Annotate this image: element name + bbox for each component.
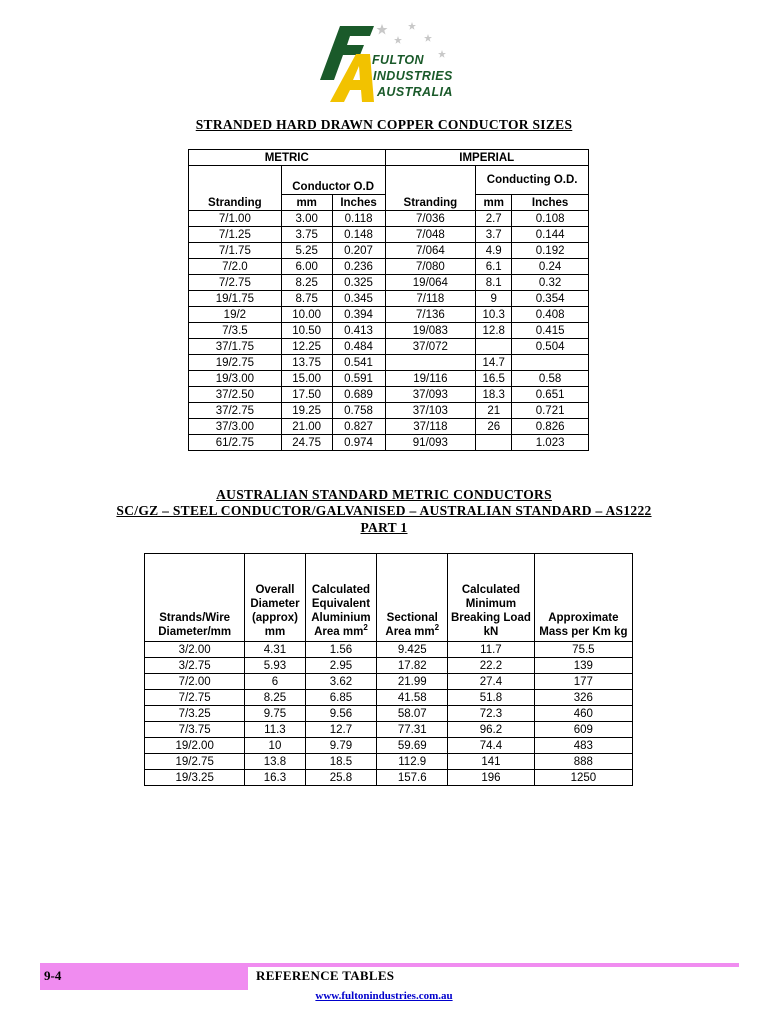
copper-cell: 0.345 bbox=[332, 291, 385, 307]
copper-cell: 8.1 bbox=[476, 275, 512, 291]
steel-row bbox=[145, 770, 633, 786]
copper-cell: 19/1.75 bbox=[189, 291, 282, 307]
copper-cell: 13.75 bbox=[281, 355, 332, 371]
copper-cell: 0.32 bbox=[512, 275, 589, 291]
copper-cell: 0.24 bbox=[512, 259, 589, 275]
steel-conductor-heading: SC/GZ – STEEL CONDUCTOR/GALVANISED – AUSTRALIAN STANDARD – AS1222 bbox=[116, 503, 652, 518]
metric-mm-header: mm bbox=[281, 195, 332, 211]
steel-cell: 196 bbox=[448, 770, 535, 786]
steel-cell: 11.3 bbox=[245, 722, 305, 738]
steel-cell: 41.58 bbox=[377, 690, 448, 706]
steel-cell: 74.4 bbox=[448, 738, 535, 754]
mass-per-km-header: Approximate Mass per Km kg bbox=[534, 554, 632, 642]
equivalent-area-label: Calculated Equivalent Aluminium Area mm bbox=[311, 584, 371, 638]
steel-cell: 460 bbox=[534, 706, 632, 722]
copper-row bbox=[189, 307, 589, 323]
copper-cell: 7/064 bbox=[385, 243, 476, 259]
copper-cell: 18.3 bbox=[476, 387, 512, 403]
steel-cell: 77.31 bbox=[377, 722, 448, 738]
steel-conductor-table bbox=[144, 553, 633, 786]
sectional-area-superscript: 2 bbox=[434, 623, 440, 633]
steel-cell: 58.07 bbox=[377, 706, 448, 722]
steel-cell: 8.25 bbox=[245, 690, 305, 706]
copper-cell: 7/1.00 bbox=[189, 211, 282, 227]
strands-wire-header: Strands/Wire Diameter/mm bbox=[145, 554, 245, 642]
steel-cell: 19/2.75 bbox=[145, 754, 245, 770]
steel-row bbox=[145, 658, 633, 674]
steel-cell: 59.69 bbox=[377, 738, 448, 754]
copper-cell: 37/118 bbox=[385, 419, 476, 435]
copper-row bbox=[189, 355, 589, 371]
copper-cell: 16.5 bbox=[476, 371, 512, 387]
metric-group-header: METRIC bbox=[189, 150, 386, 166]
copper-cell: 0.591 bbox=[332, 371, 385, 387]
metric-conductors-heading: AUSTRALIAN STANDARD METRIC CONDUCTORS bbox=[216, 487, 552, 502]
steel-cell: 21.99 bbox=[377, 674, 448, 690]
copper-cell bbox=[385, 355, 476, 371]
footer-website-link[interactable]: www.fultonindustries.com.au bbox=[315, 990, 453, 1002]
copper-cell: 0.826 bbox=[512, 419, 589, 435]
copper-cell: 0.721 bbox=[512, 403, 589, 419]
copper-row bbox=[189, 435, 589, 451]
steel-cell: 75.5 bbox=[534, 642, 632, 658]
equivalent-area-header bbox=[305, 554, 377, 642]
copper-row bbox=[189, 371, 589, 387]
copper-cell: 21 bbox=[476, 403, 512, 419]
copper-row bbox=[189, 243, 589, 259]
logo-line-3: AUSTRALIA bbox=[377, 85, 453, 99]
copper-cell: 4.9 bbox=[476, 243, 512, 259]
copper-cell: 0.827 bbox=[332, 419, 385, 435]
steel-row bbox=[145, 642, 633, 658]
imperial-od-header: Conducting O.D. bbox=[476, 166, 589, 195]
sectional-area-header bbox=[377, 554, 448, 642]
copper-cell bbox=[476, 339, 512, 355]
logo-line-2: INDUSTRIES bbox=[373, 69, 453, 83]
footer-title: REFERENCE TABLES bbox=[256, 968, 395, 983]
copper-cell: 7/048 bbox=[385, 227, 476, 243]
steel-cell: 888 bbox=[534, 754, 632, 770]
steel-cell: 3/2.75 bbox=[145, 658, 245, 674]
copper-row bbox=[189, 339, 589, 355]
steel-cell: 177 bbox=[534, 674, 632, 690]
steel-cell: 1.56 bbox=[305, 642, 377, 658]
copper-cell: 7/136 bbox=[385, 307, 476, 323]
steel-cell: 7/3.75 bbox=[145, 722, 245, 738]
copper-cell: 10.3 bbox=[476, 307, 512, 323]
steel-cell: 11.7 bbox=[448, 642, 535, 658]
steel-cell: 5.93 bbox=[245, 658, 305, 674]
copper-cell: 37/093 bbox=[385, 387, 476, 403]
copper-cell: 15.00 bbox=[281, 371, 332, 387]
steel-cell: 19/3.25 bbox=[145, 770, 245, 786]
imperial-group-header: IMPERIAL bbox=[385, 150, 589, 166]
copper-cell bbox=[476, 435, 512, 451]
steel-cell: 96.2 bbox=[448, 722, 535, 738]
copper-cell: 8.25 bbox=[281, 275, 332, 291]
steel-cell: 3.62 bbox=[305, 674, 377, 690]
copper-cell: 19/064 bbox=[385, 275, 476, 291]
copper-cell: 0.974 bbox=[332, 435, 385, 451]
steel-cell: 2.95 bbox=[305, 658, 377, 674]
steel-cell: 9.75 bbox=[245, 706, 305, 722]
copper-cell: 0.394 bbox=[332, 307, 385, 323]
steel-cell: 9.79 bbox=[305, 738, 377, 754]
copper-cell: 37/103 bbox=[385, 403, 476, 419]
copper-row bbox=[189, 211, 589, 227]
equivalent-area-superscript: 2 bbox=[363, 623, 368, 633]
copper-cell: 9 bbox=[476, 291, 512, 307]
copper-cell: 3.7 bbox=[476, 227, 512, 243]
copper-cell: 21.00 bbox=[281, 419, 332, 435]
imperial-mm-header: mm bbox=[476, 195, 512, 211]
copper-cell: 6.00 bbox=[281, 259, 332, 275]
steel-cell: 609 bbox=[534, 722, 632, 738]
steel-cell: 3/2.00 bbox=[145, 642, 245, 658]
steel-row bbox=[145, 690, 633, 706]
copper-cell: 2.7 bbox=[476, 211, 512, 227]
copper-row bbox=[189, 275, 589, 291]
steel-row bbox=[145, 738, 633, 754]
steel-cell: 19/2.00 bbox=[145, 738, 245, 754]
copper-cell: 37/3.00 bbox=[189, 419, 282, 435]
logo-company-name bbox=[372, 52, 453, 100]
copper-cell: 19/2.75 bbox=[189, 355, 282, 371]
copper-cell: 19/116 bbox=[385, 371, 476, 387]
copper-row bbox=[189, 291, 589, 307]
copper-cell: 24.75 bbox=[281, 435, 332, 451]
copper-cell: 37/1.75 bbox=[189, 339, 282, 355]
copper-table-body bbox=[189, 211, 589, 451]
steel-cell: 483 bbox=[534, 738, 632, 754]
copper-cell: 0.541 bbox=[332, 355, 385, 371]
steel-cell: 141 bbox=[448, 754, 535, 770]
copper-cell: 0.408 bbox=[512, 307, 589, 323]
steel-cell: 9.425 bbox=[377, 642, 448, 658]
footer-page-tab bbox=[40, 966, 248, 990]
copper-cell: 0.148 bbox=[332, 227, 385, 243]
copper-cell: 0.504 bbox=[512, 339, 589, 355]
copper-row bbox=[189, 403, 589, 419]
copper-cell: 1.023 bbox=[512, 435, 589, 451]
copper-conductor-table bbox=[188, 149, 589, 451]
steel-cell: 72.3 bbox=[448, 706, 535, 722]
copper-cell: 0.118 bbox=[332, 211, 385, 227]
steel-cell: 22.2 bbox=[448, 658, 535, 674]
steel-cell: 326 bbox=[534, 690, 632, 706]
copper-cell: 10.50 bbox=[281, 323, 332, 339]
steel-cell: 16.3 bbox=[245, 770, 305, 786]
steel-cell: 4.31 bbox=[245, 642, 305, 658]
part-heading: PART 1 bbox=[360, 520, 408, 535]
copper-cell: 19/2 bbox=[189, 307, 282, 323]
copper-cell: 19/3.00 bbox=[189, 371, 282, 387]
sectional-area-label: Sectional Area mm bbox=[385, 612, 438, 638]
copper-cell: 7/1.25 bbox=[189, 227, 282, 243]
steel-cell: 18.5 bbox=[305, 754, 377, 770]
copper-cell: 0.207 bbox=[332, 243, 385, 259]
copper-cell: 7/118 bbox=[385, 291, 476, 307]
steel-row bbox=[145, 754, 633, 770]
copper-cell: 12.25 bbox=[281, 339, 332, 355]
steel-cell: 7/3.25 bbox=[145, 706, 245, 722]
imperial-stranding-header: Stranding bbox=[385, 166, 476, 211]
copper-cell: 0.651 bbox=[512, 387, 589, 403]
copper-row bbox=[189, 387, 589, 403]
steel-cell: 10 bbox=[245, 738, 305, 754]
copper-cell: 0.325 bbox=[332, 275, 385, 291]
steel-cell: 51.8 bbox=[448, 690, 535, 706]
copper-cell: 17.50 bbox=[281, 387, 332, 403]
copper-cell: 3.75 bbox=[281, 227, 332, 243]
steel-cell: 13.8 bbox=[245, 754, 305, 770]
copper-cell: 0.144 bbox=[512, 227, 589, 243]
copper-cell: 0.413 bbox=[332, 323, 385, 339]
steel-cell: 9.56 bbox=[305, 706, 377, 722]
logo-line-1: FULTON bbox=[372, 53, 424, 67]
steel-cell: 7/2.00 bbox=[145, 674, 245, 690]
copper-cell: 7/2.75 bbox=[189, 275, 282, 291]
steel-cell: 17.82 bbox=[377, 658, 448, 674]
steel-table-body bbox=[145, 642, 633, 786]
copper-cell: 14.7 bbox=[476, 355, 512, 371]
copper-cell: 0.58 bbox=[512, 371, 589, 387]
steel-cell: 6 bbox=[245, 674, 305, 690]
steel-cell: 27.4 bbox=[448, 674, 535, 690]
copper-cell bbox=[512, 355, 589, 371]
steel-cell: 12.7 bbox=[305, 722, 377, 738]
steel-cell: 157.6 bbox=[377, 770, 448, 786]
overall-diameter-header: Overall Diameter (approx) mm bbox=[245, 554, 305, 642]
imperial-inches-header: Inches bbox=[512, 195, 589, 211]
copper-cell: 0.192 bbox=[512, 243, 589, 259]
steel-cell: 139 bbox=[534, 658, 632, 674]
copper-cell: 61/2.75 bbox=[189, 435, 282, 451]
copper-row bbox=[189, 323, 589, 339]
steel-cell: 7/2.75 bbox=[145, 690, 245, 706]
copper-cell: 6.1 bbox=[476, 259, 512, 275]
copper-cell: 0.236 bbox=[332, 259, 385, 275]
metric-od-header: Conductor O.D bbox=[281, 166, 385, 195]
copper-cell: 0.758 bbox=[332, 403, 385, 419]
copper-cell: 0.108 bbox=[512, 211, 589, 227]
footer-page-number: 9-4 bbox=[44, 968, 62, 983]
copper-cell: 5.25 bbox=[281, 243, 332, 259]
copper-cell: 26 bbox=[476, 419, 512, 435]
steel-cell: 25.8 bbox=[305, 770, 377, 786]
steel-cell: 112.9 bbox=[377, 754, 448, 770]
steel-cell: 1250 bbox=[534, 770, 632, 786]
copper-cell: 3.00 bbox=[281, 211, 332, 227]
copper-cell: 8.75 bbox=[281, 291, 332, 307]
copper-row bbox=[189, 259, 589, 275]
metric-stranding-header: Stranding bbox=[189, 166, 282, 211]
copper-cell: 37/2.50 bbox=[189, 387, 282, 403]
copper-cell: 91/093 bbox=[385, 435, 476, 451]
copper-cell: 0.484 bbox=[332, 339, 385, 355]
copper-cell: 0.415 bbox=[512, 323, 589, 339]
steel-row bbox=[145, 722, 633, 738]
copper-cell: 0.689 bbox=[332, 387, 385, 403]
copper-cell: 7/080 bbox=[385, 259, 476, 275]
copper-cell: 7/036 bbox=[385, 211, 476, 227]
copper-cell: 12.8 bbox=[476, 323, 512, 339]
copper-cell: 7/1.75 bbox=[189, 243, 282, 259]
metric-inches-header: Inches bbox=[332, 195, 385, 211]
copper-row bbox=[189, 419, 589, 435]
steel-row bbox=[145, 706, 633, 722]
steel-row bbox=[145, 674, 633, 690]
steel-cell: 6.85 bbox=[305, 690, 377, 706]
copper-conductor-heading: STRANDED HARD DRAWN COPPER CONDUCTOR SIZES bbox=[195, 117, 573, 132]
copper-cell: 7/3.5 bbox=[189, 323, 282, 339]
copper-cell: 0.354 bbox=[512, 291, 589, 307]
copper-cell: 19/083 bbox=[385, 323, 476, 339]
copper-cell: 19.25 bbox=[281, 403, 332, 419]
copper-row bbox=[189, 227, 589, 243]
copper-cell: 10.00 bbox=[281, 307, 332, 323]
copper-cell: 37/2.75 bbox=[189, 403, 282, 419]
copper-cell: 7/2.0 bbox=[189, 259, 282, 275]
copper-cell: 37/072 bbox=[385, 339, 476, 355]
breaking-load-header: Calculated Minimum Breaking Load kN bbox=[448, 554, 535, 642]
